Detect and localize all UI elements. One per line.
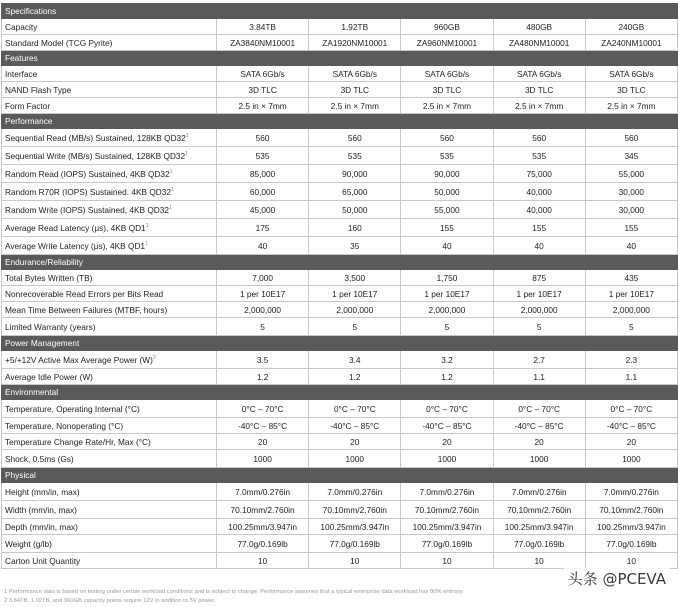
table-cell: 77.0g/0.169lb xyxy=(309,535,401,553)
table-cell: 10 xyxy=(585,553,677,569)
table-cell: 3D TLC xyxy=(401,82,493,98)
table-cell: 70.10mm/2.760in xyxy=(217,501,309,519)
table-cell: 1000 xyxy=(217,450,309,468)
table-cell: -40°C – 85°C xyxy=(493,418,585,434)
row-label xyxy=(2,553,217,569)
table-cell: 20 xyxy=(309,434,401,450)
row-label xyxy=(2,237,217,255)
row-label-text: Interface xyxy=(5,68,38,79)
table-cell: 480GB xyxy=(493,19,585,35)
table-cell: 1.2 xyxy=(217,369,309,385)
row-label xyxy=(2,98,217,114)
footnote-marker: 1 xyxy=(169,168,173,175)
table-row xyxy=(2,418,678,434)
footnote-marker: 1 xyxy=(185,150,189,157)
row-label-text: +5/+12V Active Max Average Power (W) xyxy=(5,354,153,365)
table-cell: 155 xyxy=(401,219,493,237)
table-cell: 10 xyxy=(309,553,401,569)
table-cell: 535 xyxy=(217,147,309,165)
section-header xyxy=(2,385,678,400)
footnote-marker: 1 xyxy=(169,204,173,211)
table-cell: ZA960NM10001 xyxy=(401,35,493,51)
table-cell: 175 xyxy=(217,219,309,237)
row-label xyxy=(2,201,217,219)
table-cell: 3D TLC xyxy=(217,82,309,98)
table-cell: 100.25mm/3.947in xyxy=(585,519,677,535)
table-cell: 155 xyxy=(585,219,677,237)
section-title: Specifications xyxy=(2,4,217,19)
table-cell: 3.4 xyxy=(309,351,401,369)
table-cell: 90,000 xyxy=(309,165,401,183)
table-cell: 70.10mm/2.760in xyxy=(493,501,585,519)
table-cell: 1,750 xyxy=(401,270,493,286)
row-label xyxy=(2,318,217,336)
row-label-text: Temperature, Operating Internal (°C) xyxy=(5,403,140,414)
table-cell: 30,000 xyxy=(585,183,677,201)
table-cell: 77.0g/0.169lb xyxy=(217,535,309,553)
table-cell: 1.2 xyxy=(309,369,401,385)
row-label xyxy=(2,369,217,385)
table-cell: 100.25mm/3.947in xyxy=(309,519,401,535)
row-label-text: Random Write (IOPS) Sustained, 4KB QD32 xyxy=(5,204,170,215)
table-row xyxy=(2,237,678,255)
table-cell: 1 per 10E17 xyxy=(217,286,309,302)
table-cell: 3.84TB xyxy=(217,19,309,35)
table-cell: 70.10mm/2.760in xyxy=(401,501,493,519)
table-cell: 0°C – 70°C xyxy=(309,400,401,418)
table-cell: 40,000 xyxy=(493,201,585,219)
table-cell: 40 xyxy=(585,237,677,255)
table-row xyxy=(2,82,678,98)
watermark: 头条 @PCEVA xyxy=(564,568,670,589)
table-cell: 1.2 xyxy=(401,369,493,385)
table-cell: 35 xyxy=(309,237,401,255)
section-title: Endurance/Reliability xyxy=(2,255,217,270)
row-label xyxy=(2,35,217,51)
table-cell: 2.3 xyxy=(585,351,677,369)
table-cell: 960GB xyxy=(401,19,493,35)
row-label-text: Random R70R (IOPS) Sustained. 4KB QD32 xyxy=(5,186,172,197)
section-header xyxy=(2,468,678,483)
table-cell: 40,000 xyxy=(493,183,585,201)
table-row xyxy=(2,302,678,318)
table-cell: 2,000,000 xyxy=(585,302,677,318)
table-cell: 1 per 10E17 xyxy=(493,286,585,302)
table-cell: 0°C – 70°C xyxy=(493,400,585,418)
table-cell: 70.10mm/2.760in xyxy=(585,501,677,519)
table-row xyxy=(2,66,678,82)
table-cell: 100.25mm/3.947in xyxy=(493,519,585,535)
table-row xyxy=(2,553,678,569)
table-cell: ZA480NM10001 xyxy=(493,35,585,51)
table-cell: 65,000 xyxy=(309,183,401,201)
row-label-text: Form Factor xyxy=(5,100,51,111)
row-label-text: Width (mm/in, max) xyxy=(5,504,77,515)
table-cell: SATA 6Gb/s xyxy=(493,66,585,82)
table-row xyxy=(2,351,678,369)
table-row xyxy=(2,286,678,302)
section-title: Power Management xyxy=(2,336,217,351)
table-row xyxy=(2,165,678,183)
table-cell: 160 xyxy=(309,219,401,237)
footnote-marker: 1 xyxy=(171,186,175,193)
row-label-text: Weight (g/lb) xyxy=(5,538,52,549)
table-cell: 2.5 in × 7mm xyxy=(309,98,401,114)
row-label xyxy=(2,147,217,165)
section-header xyxy=(2,4,678,19)
table-cell: 5 xyxy=(401,318,493,336)
section-header-fill xyxy=(217,114,678,129)
row-label-text: Depth (mm/in, max) xyxy=(5,521,78,532)
row-label-text: Sequential Write (MB/s) Sustained, 128KB QD32 xyxy=(5,150,186,161)
section-header-fill xyxy=(217,336,678,351)
footnote-marker: 1 xyxy=(145,222,149,229)
table-cell: 1000 xyxy=(401,450,493,468)
table-cell: 7.0mm/0.276in xyxy=(217,483,309,501)
table-cell: 3,500 xyxy=(309,270,401,286)
row-label-text: NAND Flash Type xyxy=(5,84,72,95)
table-cell: 2,000,000 xyxy=(401,302,493,318)
section-header xyxy=(2,51,678,66)
row-label xyxy=(2,351,217,369)
row-label-text: Limited Warranty (years) xyxy=(5,321,96,332)
table-row xyxy=(2,369,678,385)
table-cell: 77.0g/0.169lb xyxy=(493,535,585,553)
row-label-text: Random Read (IOPS) Sustained, 4KB QD32 xyxy=(5,168,170,179)
table-cell: 535 xyxy=(493,147,585,165)
table-cell: -40°C – 85°C xyxy=(585,418,677,434)
table-cell: 875 xyxy=(493,270,585,286)
table-row xyxy=(2,35,678,51)
table-cell: 2.5 in × 7mm xyxy=(217,98,309,114)
table-cell: 2.5 in × 7mm xyxy=(493,98,585,114)
table-cell: 435 xyxy=(585,270,677,286)
table-row xyxy=(2,147,678,165)
table-cell: 100.25mm/3.947in xyxy=(217,519,309,535)
table-row xyxy=(2,270,678,286)
footnote-2: 2 3.84TB, 1.92TB, and 960GB capacity points require 12V in addition to 5V power. xyxy=(4,598,216,604)
row-label xyxy=(2,19,217,35)
row-label xyxy=(2,82,217,98)
footnote-marker: 2 xyxy=(152,354,156,361)
table-cell: 10 xyxy=(493,553,585,569)
table-cell: 345 xyxy=(585,147,677,165)
row-label xyxy=(2,535,217,553)
table-cell: 560 xyxy=(493,129,585,147)
row-label-text: Sequential Read (MB/s) Sustained, 128KB QD32 xyxy=(5,132,186,143)
table-cell: 77.0g/0.169lb xyxy=(401,535,493,553)
table-cell: 20 xyxy=(401,434,493,450)
table-cell: 20 xyxy=(493,434,585,450)
table-cell: 1000 xyxy=(585,450,677,468)
row-label-text: Temperature Change Rate/Hr, Max (°C) xyxy=(5,436,151,447)
table-cell: 75,000 xyxy=(493,165,585,183)
row-label xyxy=(2,286,217,302)
row-label-text: Shock, 0.5ms (Gs) xyxy=(5,453,74,464)
row-label xyxy=(2,302,217,318)
section-title: Performance xyxy=(2,114,217,129)
table-cell: 10 xyxy=(217,553,309,569)
table-cell: 1.1 xyxy=(585,369,677,385)
table-cell: 1.1 xyxy=(493,369,585,385)
table-cell: 1.92TB xyxy=(309,19,401,35)
row-label-text: Nonrecoverable Read Errors per Bits Read xyxy=(5,288,164,299)
row-label-text: Total Bytes Written (TB) xyxy=(5,272,93,283)
table-cell: 20 xyxy=(585,434,677,450)
row-label xyxy=(2,450,217,468)
section-header-fill xyxy=(217,468,678,483)
table-cell: 7.0mm/0.276in xyxy=(585,483,677,501)
table-cell: 2.5 in × 7mm xyxy=(401,98,493,114)
table-cell: 3D TLC xyxy=(309,82,401,98)
row-label-text: Standard Model (TCG Pyrite) xyxy=(5,37,113,48)
row-label xyxy=(2,519,217,535)
table-row xyxy=(2,501,678,519)
table-cell: 1000 xyxy=(493,450,585,468)
table-cell: 50,000 xyxy=(401,183,493,201)
table-cell: 2,000,000 xyxy=(309,302,401,318)
table-cell: 3.2 xyxy=(401,351,493,369)
footnote-marker: 1 xyxy=(145,240,149,247)
table-row xyxy=(2,519,678,535)
row-label-text: Capacity xyxy=(5,21,38,32)
table-cell: 20 xyxy=(217,434,309,450)
section-title: Physical xyxy=(2,468,217,483)
table-cell: SATA 6Gb/s xyxy=(217,66,309,82)
row-label xyxy=(2,165,217,183)
table-cell: 5 xyxy=(585,318,677,336)
row-label xyxy=(2,418,217,434)
table-cell: 0°C – 70°C xyxy=(217,400,309,418)
table-cell: -40°C – 85°C xyxy=(309,418,401,434)
row-label-text: Average Idle Power (W) xyxy=(5,371,93,382)
section-header-fill xyxy=(217,385,678,400)
section-header-fill xyxy=(217,4,678,19)
row-label xyxy=(2,434,217,450)
table-cell: 3D TLC xyxy=(585,82,677,98)
section-header xyxy=(2,336,678,351)
table-cell: 40 xyxy=(493,237,585,255)
footnotes xyxy=(4,588,664,606)
table-cell: 155 xyxy=(493,219,585,237)
table-cell: 535 xyxy=(401,147,493,165)
table-cell: 240GB xyxy=(585,19,677,35)
row-label-text: Mean Time Between Failures (MTBF, hours) xyxy=(5,304,168,315)
table-row xyxy=(2,129,678,147)
table-cell: -40°C – 85°C xyxy=(217,418,309,434)
table-cell: 2,000,000 xyxy=(217,302,309,318)
table-cell: 7.0mm/0.276in xyxy=(309,483,401,501)
table-cell: 40 xyxy=(401,237,493,255)
row-label xyxy=(2,400,217,418)
footnote-1: 1 Performance data is based on testing under certain workload conditions and is subject to change. Performance assumes that a typical enterprise data workload has 80% entropy. xyxy=(4,589,464,595)
table-row xyxy=(2,183,678,201)
table-cell: 560 xyxy=(217,129,309,147)
table-cell: 77.0g/0.169lb xyxy=(585,535,677,553)
section-title: Environmental xyxy=(2,385,217,400)
row-label xyxy=(2,483,217,501)
table-cell: 560 xyxy=(585,129,677,147)
table-cell: 3.5 xyxy=(217,351,309,369)
row-label-text: Temperature, Nonoperating (°C) xyxy=(5,420,124,431)
footnote-marker: 1 xyxy=(185,132,189,139)
table-cell: 55,000 xyxy=(585,165,677,183)
table-cell: 7.0mm/0.276in xyxy=(401,483,493,501)
row-label-text: Carton Unit Quantity xyxy=(5,555,81,566)
table-row xyxy=(2,19,678,35)
table-cell: 85,000 xyxy=(217,165,309,183)
table-row xyxy=(2,98,678,114)
table-cell: 5 xyxy=(493,318,585,336)
table-row xyxy=(2,201,678,219)
section-header-fill xyxy=(217,51,678,66)
table-cell: 535 xyxy=(309,147,401,165)
table-cell: 70.10mm/2.760in xyxy=(309,501,401,519)
table-cell: 10 xyxy=(401,553,493,569)
section-header xyxy=(2,114,678,129)
table-cell: 50,000 xyxy=(309,201,401,219)
table-cell: 40 xyxy=(217,237,309,255)
table-row xyxy=(2,219,678,237)
table-cell: 45,000 xyxy=(217,201,309,219)
row-label xyxy=(2,501,217,519)
table-row xyxy=(2,535,678,553)
table-cell: ZA3840NM10001 xyxy=(217,35,309,51)
table-cell: 1000 xyxy=(309,450,401,468)
row-label xyxy=(2,66,217,82)
table-cell: 60,000 xyxy=(217,183,309,201)
section-header-fill xyxy=(217,255,678,270)
table-cell: 5 xyxy=(309,318,401,336)
table-cell: 560 xyxy=(309,129,401,147)
table-cell: 1 per 10E17 xyxy=(401,286,493,302)
table-cell: 7.0mm/0.276in xyxy=(493,483,585,501)
table-cell: ZA1920NM10001 xyxy=(309,35,401,51)
row-label-text: Average Read Latency (μs), 4KB QD1 xyxy=(5,222,146,233)
section-header xyxy=(2,255,678,270)
table-cell: 2.7 xyxy=(493,351,585,369)
row-label xyxy=(2,219,217,237)
table-row xyxy=(2,318,678,336)
table-cell: 55,000 xyxy=(401,201,493,219)
table-cell: 2,000,000 xyxy=(493,302,585,318)
spec-table xyxy=(1,3,678,569)
table-cell: -40°C – 85°C xyxy=(401,418,493,434)
table-cell: 3D TLC xyxy=(493,82,585,98)
table-cell: 2.5 in × 7mm xyxy=(585,98,677,114)
table-cell: 5 xyxy=(217,318,309,336)
table-cell: 0°C – 70°C xyxy=(401,400,493,418)
table-cell: 100.25mm/3.947in xyxy=(401,519,493,535)
table-cell: 1 per 10E17 xyxy=(585,286,677,302)
section-title: Features xyxy=(2,51,217,66)
table-cell: 560 xyxy=(401,129,493,147)
table-cell: SATA 6Gb/s xyxy=(585,66,677,82)
table-row xyxy=(2,483,678,501)
table-cell: 7,000 xyxy=(217,270,309,286)
table-row xyxy=(2,400,678,418)
table-cell: ZA240NM10001 xyxy=(585,35,677,51)
row-label xyxy=(2,129,217,147)
table-cell: SATA 6Gb/s xyxy=(401,66,493,82)
row-label-text: Average Write Latency (μs), 4KB QD1 xyxy=(5,240,146,251)
table-cell: 1 per 10E17 xyxy=(309,286,401,302)
table-row xyxy=(2,434,678,450)
row-label-text: Height (mm/in, max) xyxy=(5,486,80,497)
table-cell: 0°C – 70°C xyxy=(585,400,677,418)
table-cell: SATA 6Gb/s xyxy=(309,66,401,82)
table-cell: 90,000 xyxy=(401,165,493,183)
table-cell: 30,000 xyxy=(585,201,677,219)
row-label xyxy=(2,183,217,201)
row-label xyxy=(2,270,217,286)
table-row xyxy=(2,450,678,468)
